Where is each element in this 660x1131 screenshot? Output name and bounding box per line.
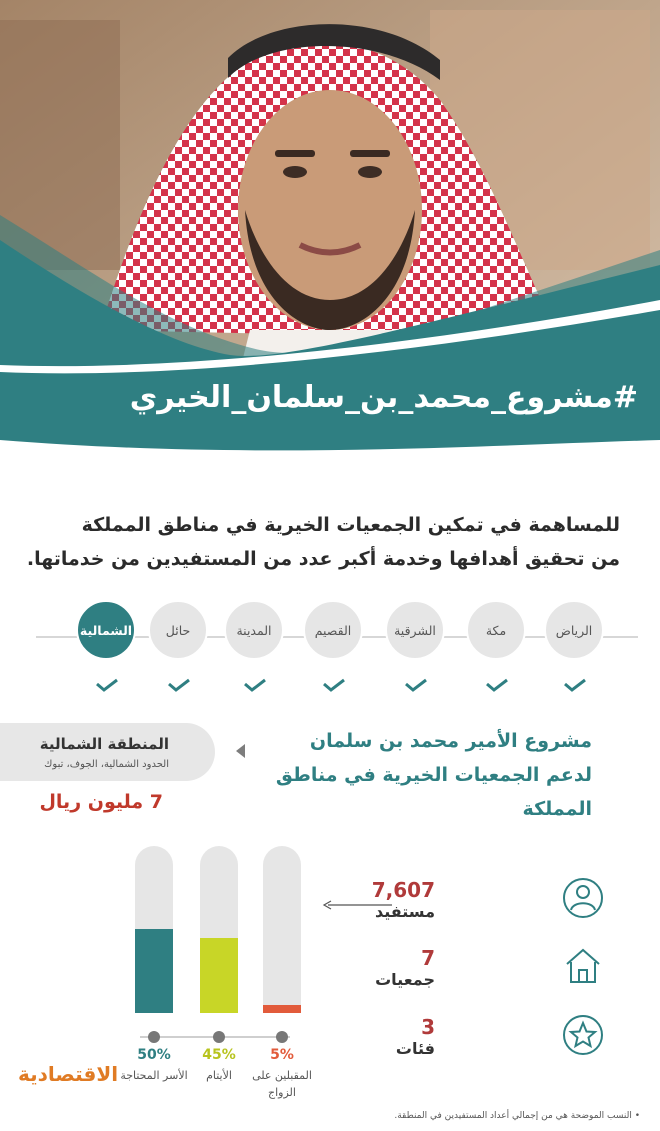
hero-banner (0, 0, 660, 470)
region-info-box (0, 723, 215, 781)
region-label: حائل (148, 600, 208, 660)
bar-label (242, 1047, 322, 1101)
hashtag-title: #مشروع_محمد_بن_سلمان_الخيري (129, 380, 638, 415)
intro-text (20, 508, 620, 576)
project-title-line-2: لدعم الجمعيات الخيرية في مناطق المملكة (275, 764, 592, 820)
star-icon (561, 1013, 605, 1057)
project-title-line-1: مشروع الأمير محمد بن سلمان (309, 730, 592, 752)
bar-track (263, 846, 301, 1013)
axis-dot (213, 1031, 225, 1043)
region-hail[interactable] (148, 600, 210, 710)
region-title: المنطقة الشمالية (39, 735, 169, 753)
stat-value: 3 (421, 1015, 435, 1039)
check-icon (148, 678, 210, 692)
check-icon (76, 678, 138, 692)
region-madinah[interactable] (224, 600, 286, 710)
logo: الاقتصادية (18, 1062, 119, 1086)
region-subtitle: الحدود الشمالية، الجوف، تبوك (44, 759, 169, 770)
stat-associations (375, 944, 605, 1004)
bar-fill (135, 929, 173, 1013)
check-icon (224, 678, 286, 692)
bar-category-label: الأيتام (206, 1069, 232, 1082)
beneficiary-bar-chart (135, 846, 315, 1016)
bar-fill (200, 938, 238, 1013)
region-eastern[interactable] (385, 600, 447, 710)
region-label: الرياض (544, 600, 604, 660)
region-label: المدينة (224, 600, 284, 660)
intro-line-1: للمساهمة في تمكين الجمعيات الخيرية في مناطق المملكة (81, 514, 620, 536)
region-riyadh[interactable] (544, 600, 606, 710)
region-label: الشمالية (76, 600, 136, 660)
bar-value-label: 5% (270, 1047, 294, 1063)
budget-amount: 7 مليون ريال (39, 791, 163, 813)
footnote: • النسب الموضحة هي من إجمالي أعداد المستفيدين في المنطقة. (394, 1111, 640, 1121)
bar-value-label: 50% (137, 1047, 171, 1063)
stat-label: جمعيات (375, 970, 435, 989)
region-timeline (0, 600, 660, 710)
axis-dot (148, 1031, 160, 1043)
region-qassim[interactable] (303, 600, 365, 710)
axis-dot (276, 1031, 288, 1043)
project-title (212, 724, 592, 826)
stat-value: 7 (421, 946, 435, 970)
stat-categories (375, 1013, 605, 1073)
region-label: الشرقية (385, 600, 445, 660)
bar-category-label: المقبلين على الزواج (252, 1069, 312, 1099)
stat-label: فئات (395, 1039, 435, 1058)
stat-beneficiaries (371, 876, 605, 936)
check-icon (385, 678, 447, 692)
bar-fill (263, 1005, 301, 1013)
user-icon (561, 876, 605, 920)
bar-track (200, 846, 238, 1013)
bar-track (135, 846, 173, 1013)
check-icon (303, 678, 365, 692)
house-icon (561, 944, 605, 988)
bar-category-label: الأسر المحتاجة (120, 1069, 188, 1082)
stat-label: مستفيد (374, 902, 435, 921)
bar-value-label: 45% (202, 1047, 236, 1063)
check-icon (466, 678, 528, 692)
intro-line-2: من تحقيق أهدافها وخدمة أكبر عدد من المستفيدين من خدماتها. (26, 548, 620, 570)
stat-value: 7,607 (371, 878, 435, 902)
region-label: مكة (466, 600, 526, 660)
region-northern[interactable] (76, 600, 138, 710)
region-label: القصيم (303, 600, 363, 660)
region-makkah[interactable] (466, 600, 528, 710)
check-icon (544, 678, 606, 692)
